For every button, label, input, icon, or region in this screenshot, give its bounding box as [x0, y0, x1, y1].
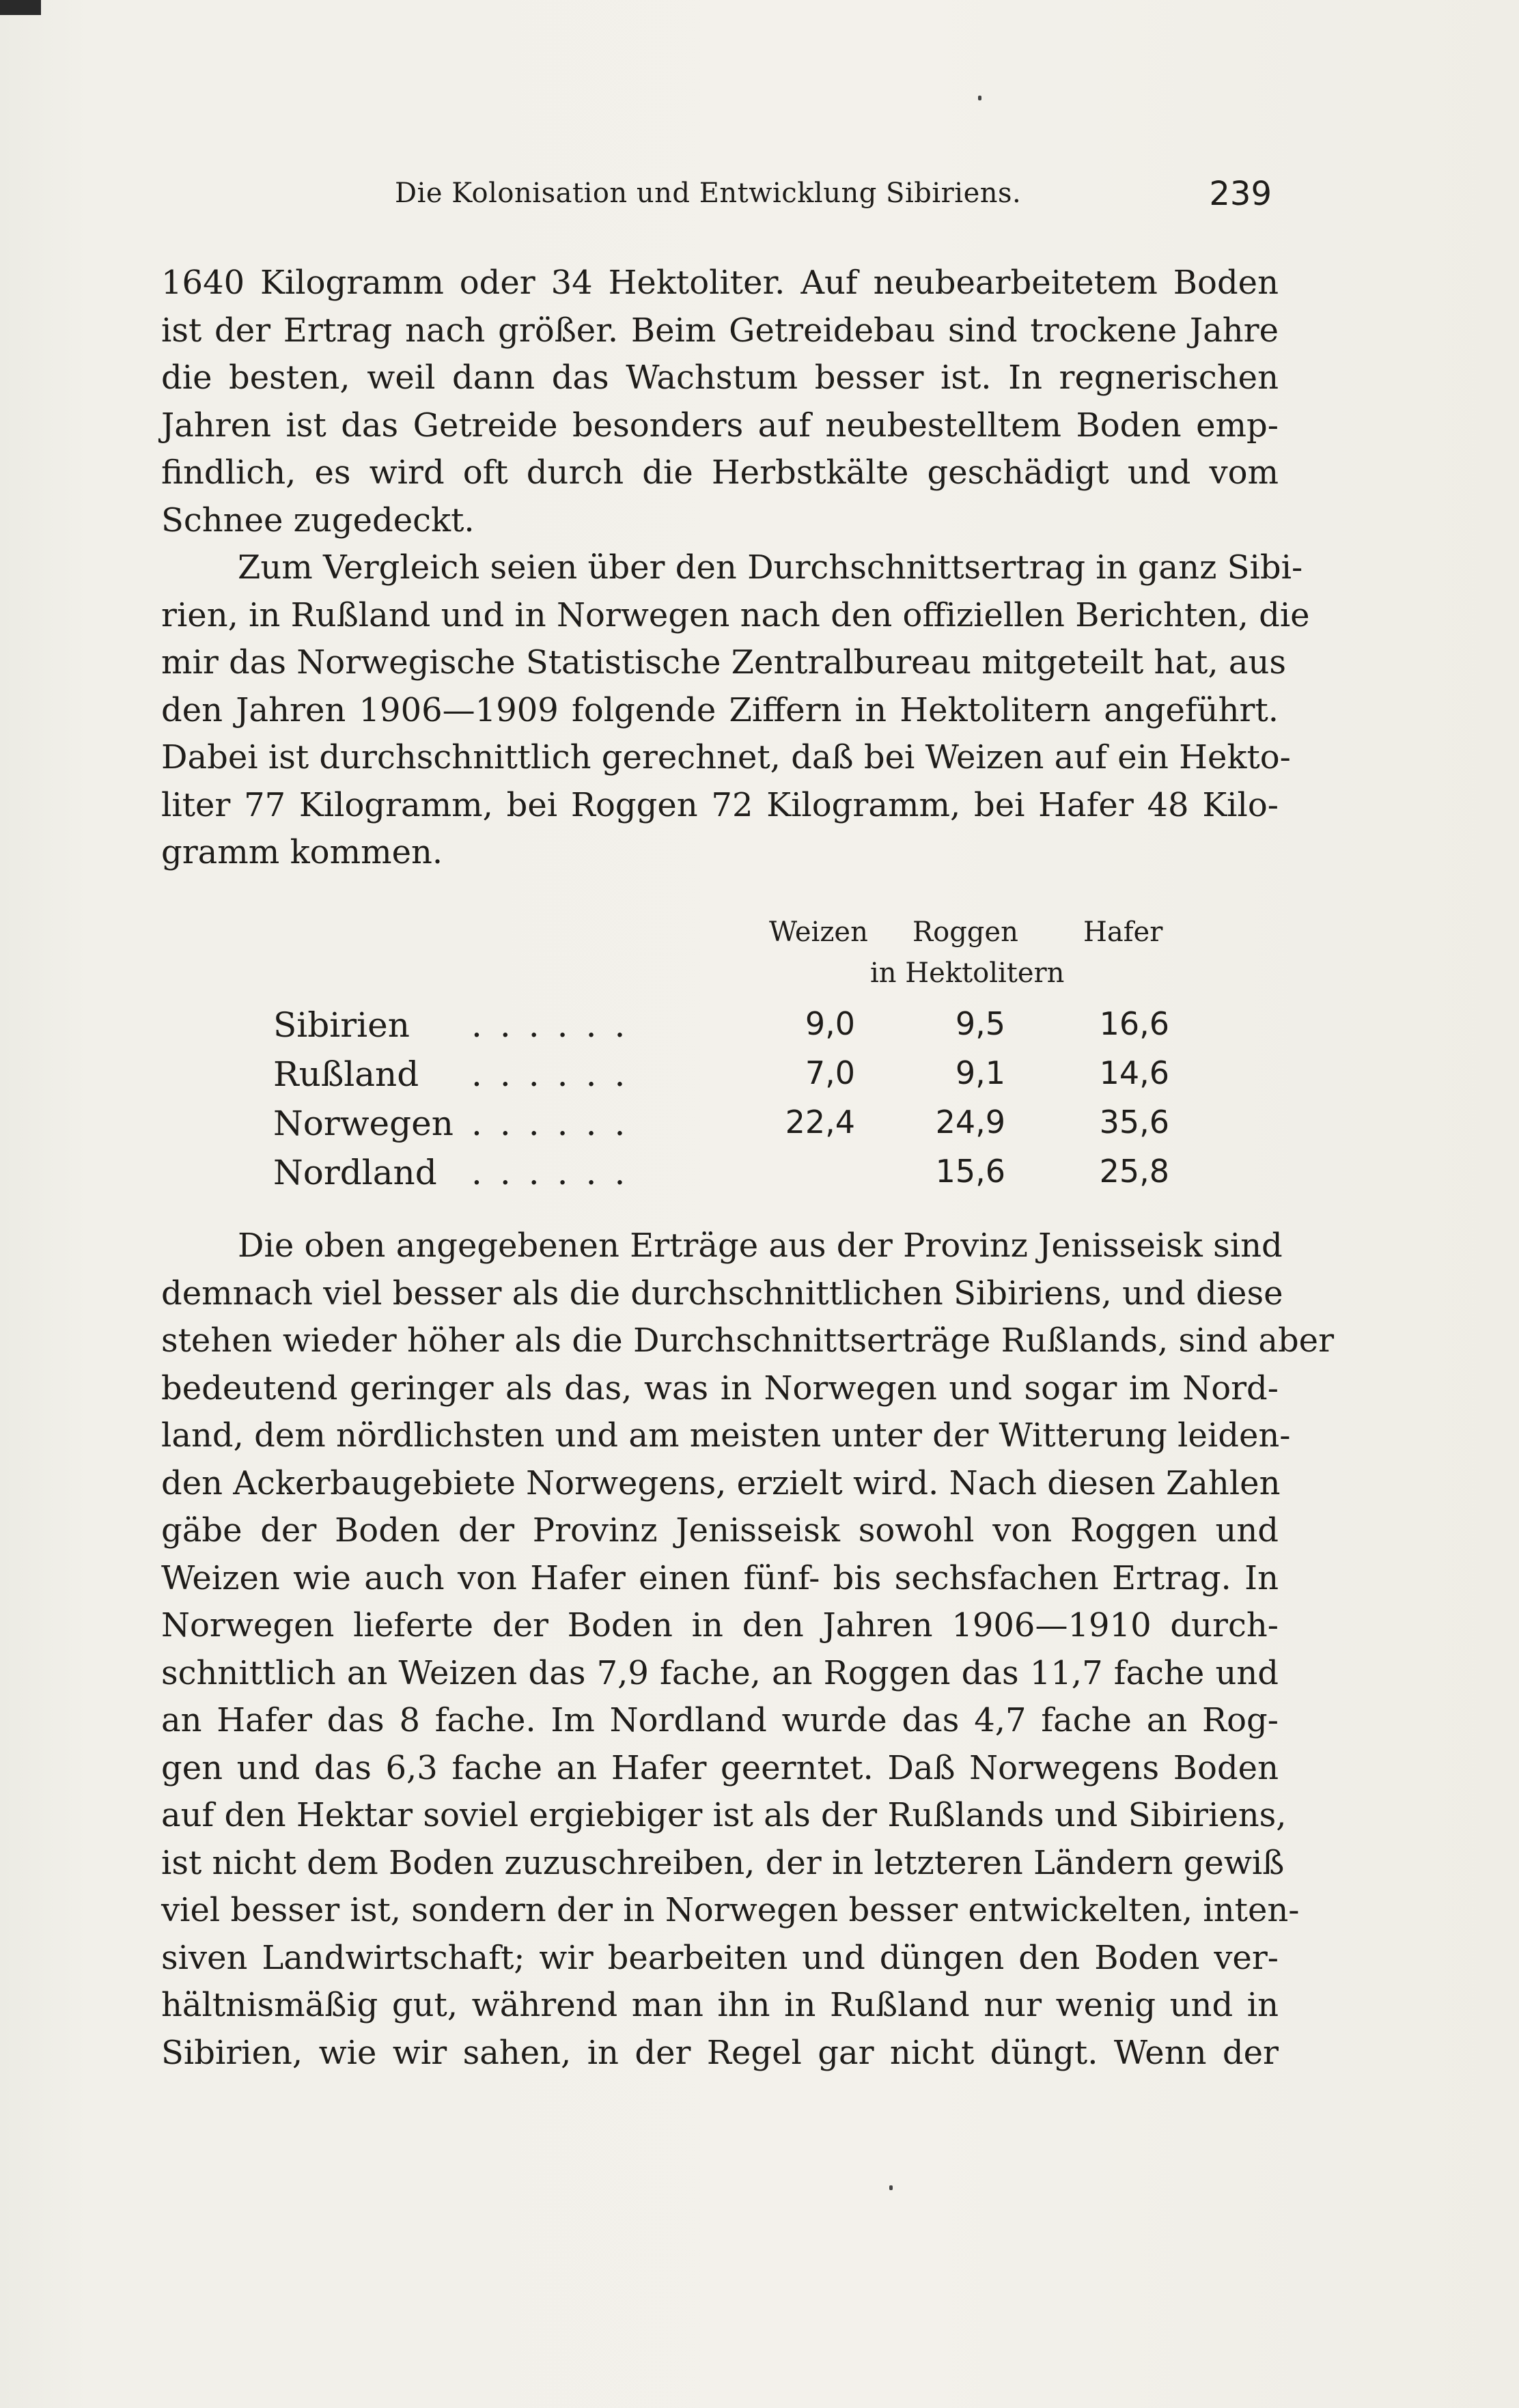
- text-line: den Ackerbaugebiete Norwegens, erzielt wird. Nach diesen Zahlen: [161, 1464, 1281, 1502]
- text-line: liter 77 Kilogramm, bei Roggen 72 Kilogramm, bei Hafer 48 Kilo-: [161, 785, 1279, 824]
- page-header: [395, 175, 1272, 219]
- scan-speck: [889, 2185, 893, 2190]
- roggen-value: 15,6: [935, 1153, 1005, 1190]
- page-number: 239: [1209, 175, 1272, 213]
- text-line: Jahren ist das Getreide besonders auf neubestelltem Boden emp-: [161, 406, 1279, 445]
- weizen-value: 9,0: [805, 1005, 855, 1042]
- text-line: den Jahren 1906—1909 folgende Ziffern in Hektolitern angeführt.: [161, 690, 1279, 729]
- text-line: demnach viel besser als die durchschnittlichen Sibiriens, und diese: [161, 1274, 1283, 1313]
- weizen-value: 7,0: [805, 1054, 855, 1091]
- text-line: mir das Norwegische Statistische Zentralbureau mitgeteilt hat, aus: [161, 643, 1286, 682]
- hafer-value: 25,8: [1099, 1153, 1169, 1190]
- text-line: stehen wieder höher als die Durchschnittserträge Rußlands, sind aber: [161, 1321, 1335, 1360]
- region-name: Sibirien: [273, 1005, 410, 1045]
- text-line: an Hafer das 8 fache. Im Nordland wurde das 4,7 fache an Rog-: [161, 1701, 1279, 1739]
- leader-dots: ......: [471, 1104, 643, 1143]
- table-row: [273, 1104, 1182, 1153]
- table-row: [273, 1005, 1182, 1054]
- roggen-value: 9,5: [955, 1005, 1005, 1042]
- table-row: [273, 1153, 1182, 1202]
- text-line: siven Landwirtschaft; wir bearbeiten und düngen den Boden ver-: [161, 1938, 1279, 1977]
- text-line: Schnee zugedeckt.: [161, 501, 475, 540]
- text-line: Zum Vergleich seien über den Durchschnittsertrag in ganz Sibi-: [238, 548, 1303, 587]
- text-line: viel besser ist, sondern der in Norwegen besser entwickelten, inten-: [161, 1891, 1300, 1929]
- text-line: gen und das 6,3 fache an Hafer geerntet. Daß Norwegens Boden: [161, 1748, 1279, 1787]
- region-name: Nordland: [273, 1153, 437, 1192]
- text-line: ist nicht dem Boden zuzuschreiben, der in letzteren Ländern gewiß: [161, 1843, 1285, 1882]
- column-header-hafer: Hafer: [1083, 916, 1163, 948]
- text-line: 1640 Kilogramm oder 34 Hektoliter. Auf neubearbeitetem Boden: [161, 264, 1279, 302]
- text-line: gramm kommen.: [161, 833, 443, 871]
- text-line: Die oben angegebenen Erträge aus der Provinz Jenisseisk sind: [238, 1227, 1283, 1265]
- leader-dots: ......: [471, 1054, 643, 1094]
- weizen-value: 22,4: [785, 1104, 855, 1140]
- region-name: Rußland: [273, 1054, 419, 1094]
- column-header-weizen: Weizen: [769, 916, 868, 948]
- text-line: hältnismäßig gut, während man ihn in Rußland nur wenig und in: [161, 1986, 1279, 2024]
- hafer-value: 14,6: [1099, 1054, 1169, 1091]
- text-line: bedeutend geringer als das, was in Norwegen und sogar im Nord-: [161, 1369, 1279, 1408]
- text-line: Norwegen lieferte der Boden in den Jahren 1906—1910 durch-: [161, 1606, 1279, 1644]
- yield-table: [273, 907, 1182, 1207]
- hafer-value: 35,6: [1099, 1104, 1169, 1140]
- table-row: [273, 1054, 1182, 1104]
- roggen-value: 24,9: [935, 1104, 1005, 1140]
- text-line: Sibirien, wie wir sahen, in der Regel gar nicht düngt. Wenn der: [161, 2033, 1279, 2072]
- text-line: die besten, weil dann das Wachstum besser ist. In regnerischen: [161, 359, 1279, 397]
- scan-speck: [978, 96, 981, 100]
- text-line: ist der Ertrag nach größer. Beim Getreidebau sind trockene Jahre: [161, 311, 1279, 350]
- column-header-roggen: Roggen: [912, 916, 1018, 948]
- paragraph-1: [161, 260, 1310, 877]
- hafer-value: 16,6: [1099, 1005, 1169, 1042]
- text-line: rien, in Rußland und in Norwegen nach den offiziellen Berichten, die: [161, 596, 1310, 634]
- scan-corner-mark: [0, 0, 41, 15]
- running-title: Die Kolonisation und Entwicklung Sibiriens.: [395, 178, 1022, 209]
- paragraph-3: [161, 1222, 1335, 2077]
- text-line: auf den Hektar soviel ergiebiger ist als der Rußlands und Sibiriens,: [161, 1796, 1287, 1834]
- text-line: land, dem nördlichsten und am meisten unter der Witterung leiden-: [161, 1416, 1291, 1455]
- leader-dots: ......: [471, 1005, 643, 1045]
- leader-dots: ......: [471, 1153, 643, 1192]
- text-line: findlich, es wird oft durch die Herbstkälte geschädigt und vom: [161, 453, 1279, 492]
- text-line: Dabei ist durchschnittlich gerechnet, daß bei Weizen auf ein Hekto-: [161, 738, 1291, 776]
- roggen-value: 9,1: [955, 1054, 1005, 1091]
- text-line: Weizen wie auch von Hafer einen fünf- bis sechsfachen Ertrag. In: [161, 1558, 1279, 1597]
- text-line: schnittlich an Weizen das 7,9 fache, an Roggen das 11,7 fache und: [161, 1653, 1279, 1692]
- text-line: gäbe der Boden der Provinz Jenisseisk sowohl von Roggen und: [161, 1511, 1279, 1550]
- region-name: Norwegen: [273, 1104, 454, 1143]
- unit-label: in Hektolitern: [870, 957, 1065, 989]
